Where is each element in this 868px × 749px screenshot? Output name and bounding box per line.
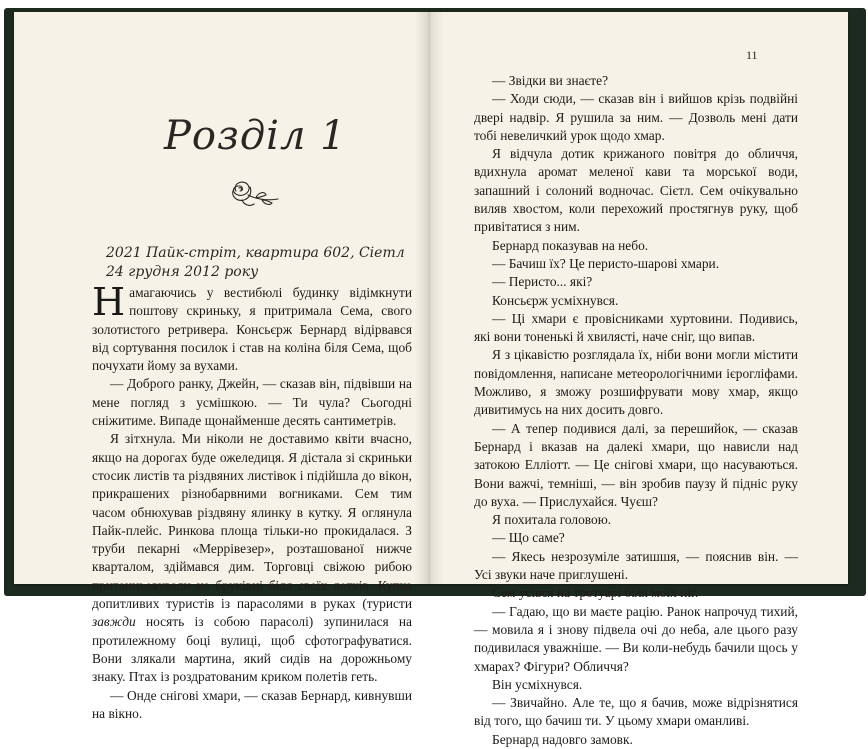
paragraph: Консьєрж усміхнувся.	[492, 292, 619, 308]
drop-cap: Н	[92, 280, 126, 324]
page-number: 11	[746, 48, 758, 62]
paragraph: — Що саме?	[492, 530, 565, 546]
paragraph: Він усміхнувся.	[492, 676, 583, 692]
paragraph: — Звичайно. Але те, що я бачив, може відрізнятися від того, що бачиш ти. У цьому хмари оманливі.	[474, 695, 798, 729]
paragraph: — Ці хмари є провісниками хуртовини. Подивись, які вони тоненькі й хвилясті, наче сніг, що випав.	[474, 310, 798, 345]
rose-ornament-icon	[222, 175, 282, 211]
paragraph: — А тепер подивися далі, за перешийок, — сказав Бернард і вказав на далекі хмари, що нависли над затокою Елліотт. — Це снігові хмари, що насуваються. Вони важчі, темніші, — він зробив паузу й підніс руку до вуха. — Прислухайся. Чуєш?	[474, 420, 798, 509]
paragraph: — Бачиш їх? Це перисто-шарові хмари.	[492, 255, 720, 271]
chapter-title: Розділ 1	[164, 113, 347, 159]
emphasis: завжди	[92, 614, 136, 630]
left-page	[14, 12, 428, 721]
paragraph: — Гадаю, що ви маєте рацію. Ранок напрочуд тихий, — мовила я і знову підвела очі до неба, але цього разу подивилася уважніше. — Ви коли-небудь бачили щось у хмарах? Фігури? Обличчя?	[474, 603, 798, 674]
paragraph: Я похитала головою.	[492, 512, 612, 528]
paragraph: Я зітхнула. Ми ніколи не доставимо квіти вчасно, якщо на дорогах буде ожеледиця. Я дістала зі скриньки стосик листів та різдвяних листівок і підійшла до вікон, прикрашених різнобарвними вогниками. Сем тим часом обнюхував різдвяну ялинку в кутку. Я оглянула Пайк-плейс. Ринкова площа тільки-но прокидалася. З труби пекарні «Меррівезер», розташованої нижче кварталом, здіймався дим. Торговці свіжою рибою пританцьовували на бруківці біля своїх лотків. Купка допитливих туристів із парасолями в руках (туристи завжди носять із собою парасолі) зупинилася на протилежному боці вулиці, щоб сфотографуватися. Вони злякали мартина, який сидів на дорожньому знаку. Птах із роздратованим криком полетів геть.	[92, 431, 412, 685]
right-page-text	[474, 72, 798, 749]
right-page	[428, 12, 848, 747]
paragraph: — Доброго ранку, Джейн, — сказав він, підвівши на мене погляд з усмішкою. — Ти чула? Сьогодні сніжитиме. Випаде щонайменше десять сантиметрів.	[92, 376, 412, 429]
chapter-location	[106, 244, 426, 282]
paragraph: — Ходи сюди, — сказав він і вийшов крізь подвійні двері надвір. Я рушила за ним. — Дозволь мені дати тобі невеличкий урок щодо хмар.	[474, 91, 798, 143]
paragraph: Бернард надовго замовк.	[492, 731, 633, 747]
location-date: 24 грудня 2012 року	[106, 264, 259, 280]
paragraph: Бернард показував на небо.	[492, 237, 649, 253]
location-address: 2021 Пайк-стріт, квартира 602, Сіетл	[106, 245, 405, 261]
paragraph: Сем усівся на тротуарі біля моїх ніг.	[492, 585, 699, 601]
paragraph: — Перисто... які?	[492, 274, 593, 290]
paragraph: Я відчула дотик крижаного повітря до обличчя, вдихнула аромат меленої кави та морської води, запашний і солоний водночас. Сієтл. Сем очікувально виляв хвостом, коли перехожий простягнув руку, щоб привітатися з ним.	[474, 146, 798, 235]
paragraph: Я з цікавістю розглядала їх, ніби вони могли містити повідомлення, написане метеорологічними ієрогліфами. Можливо, я зможу розшифрувати мову хмар, якщо дивитимусь на них досить довго.	[474, 347, 798, 418]
left-page-text	[92, 280, 412, 723]
paragraph: Намагаючись у вестибюлі будинку відімкнути поштову скриньку, я притримала Сема, свого золотистого ретривера. Консьєрж Бернард відірвався від сортування посилок і став на коліна біля Сема, щоб почухати йому за вухами.	[92, 280, 412, 374]
paragraph: — Онде снігові хмари, — сказав Бернард, кивнувши на вікно.	[92, 687, 412, 721]
paragraph: — Звідки ви знаєте?	[492, 73, 609, 88]
paragraph: — Якесь незрозуміле затишшя, — пояснив він. — Усі звуки наче приглушені.	[474, 548, 798, 583]
book-spread	[14, 12, 848, 747]
